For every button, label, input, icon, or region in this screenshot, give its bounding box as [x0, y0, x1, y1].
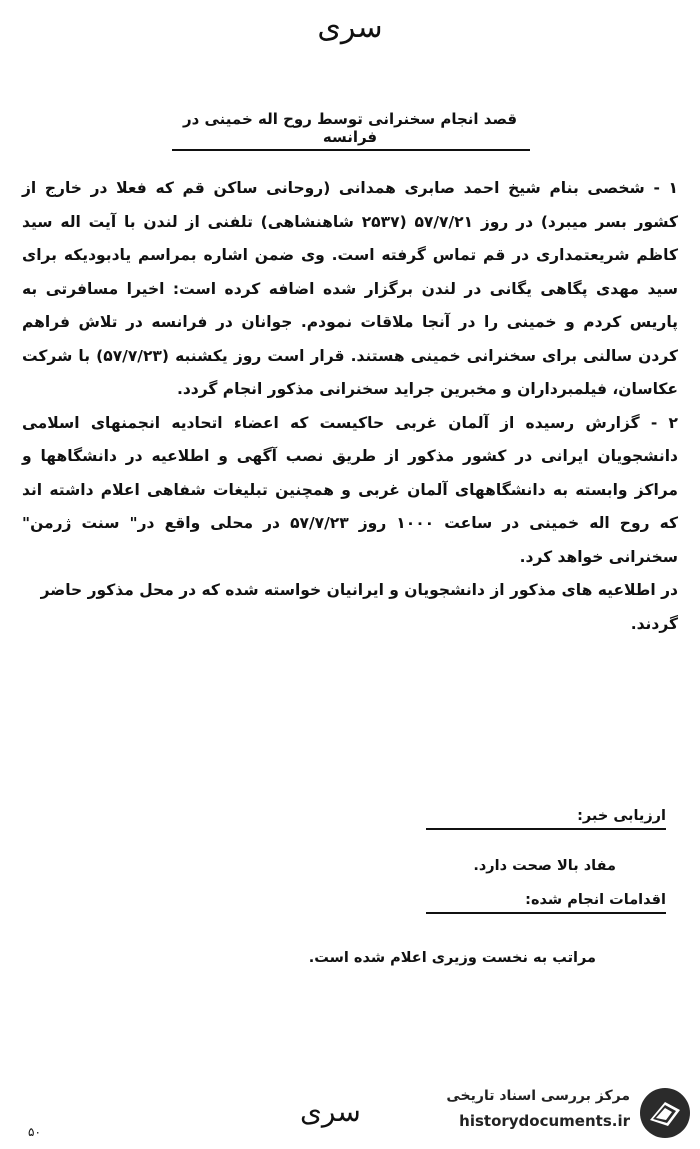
archive-url: historydocuments.ir	[459, 1112, 630, 1130]
actions-text: مراتب به نخست وزیری اعلام شده است.	[308, 950, 596, 966]
actions-section	[426, 892, 666, 914]
document-subject: قصد انجام سخنرانی توسط روح اله خمینی در فرانسه	[182, 110, 518, 146]
subject-underline	[172, 149, 530, 151]
assessment-underline	[426, 828, 666, 830]
assessment-section	[426, 808, 666, 830]
actions-heading: اقدامات انجام شده:	[525, 892, 666, 908]
archive-watermark	[412, 1082, 692, 1142]
classification-footer: سری	[300, 1095, 361, 1128]
paragraph-2: ۲ - گزارش رسیده از آلمان غربی حاکیست که اعضاء اتحادیه انجمنهای اسلامی دانشجویان ایرانی در کشور مذکور از طریق نصب آگهی و اطلاعیه در دانشگاهها و مراکز وابسته به دانشگاههای آلمان غربی و همچنین تبلیغات شفاهی اعلام داشته اند که روح اله خمینی در ساعت ۱۰۰۰ روز ۵۷/۷/۲۳ در محلی واقع در" سنت ژرمن" سخنرانی خواهد کرد.	[22, 413, 678, 566]
page-number: ۵۰	[28, 1125, 41, 1139]
paragraph-1: ۱ - شخصی بنام شیخ احمد صابری همدانی (روحانی ساکن قم که فعلا در خارج از کشور بسر میبرد) در روز ۵۷/۷/۲۱ (۲۵۳۷ شاهنشاهی) تلفنی از لندن با آیت اله سید کاظم شریعتمداری در قم تماس گرفته است. وی ضمن اشاره بمراسم یادبودیکه برای سید مهدی پگاهی یگانی در لندن برگزار شده اضافه کرده است: اخیرا مسافرتی به پاریس کردم و خمینی را در آنجا ملاقات نمودم. جوانان در فرانسه در تلاش فراهم کردن سالنی برای سخنرانی خمینی هستند. قرار است روز یکشنبه (۵۷/۷/۲۳) با شرکت عکاسان، فیلمبرداران و مخبرین جراید سخنرانی مذکور انجام گردد.	[22, 179, 679, 398]
paragraph-3: در اطلاعیه های مذکور از دانشجویان و ایرانیان خواسته شده که در محل مذکور حاضر گردند.	[40, 581, 678, 633]
document-body	[22, 172, 678, 641]
assessment-text: مفاد بالا صحت دارد.	[473, 858, 616, 874]
archive-book-logo-icon	[638, 1086, 692, 1140]
classification-header: سری	[317, 10, 383, 45]
assessment-heading: ارزیابی خبر:	[577, 808, 666, 824]
archive-name: مرکز بررسی اسناد تاریخی	[446, 1088, 630, 1104]
actions-underline	[426, 912, 666, 914]
